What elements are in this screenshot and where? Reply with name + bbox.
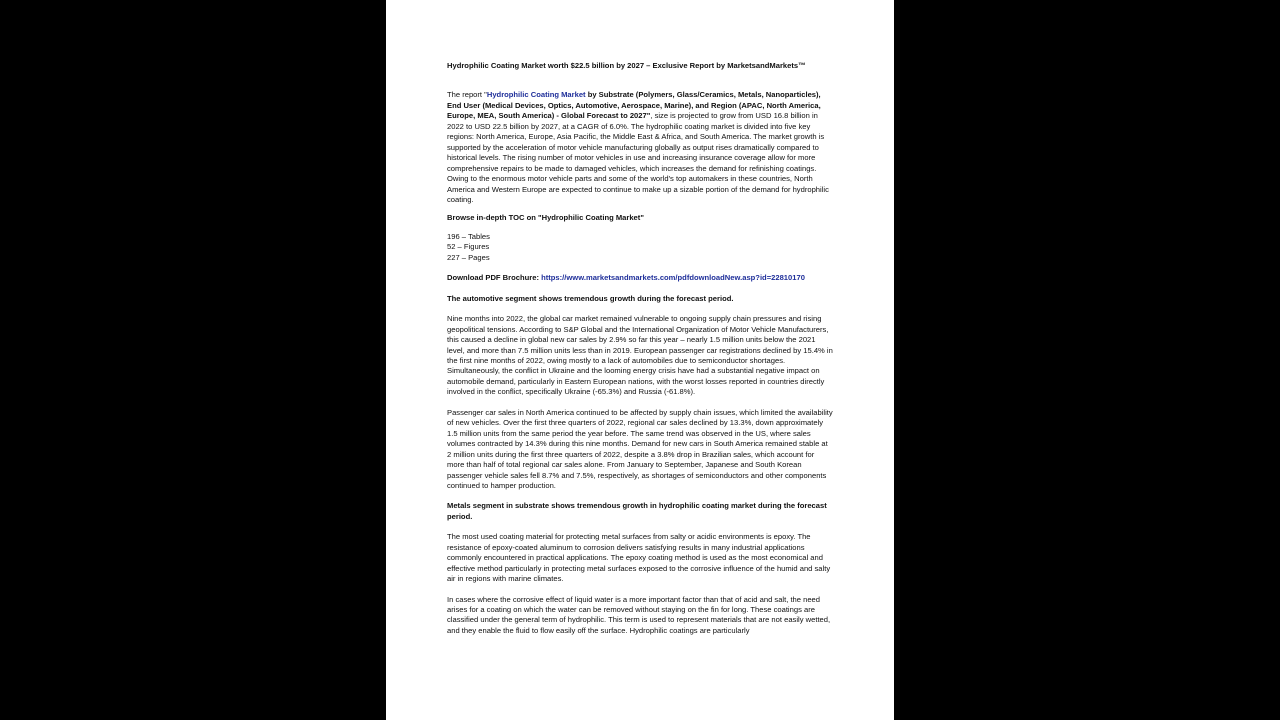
automotive-paragraph-2: Passenger car sales in North America continued to be affected by supply chain issues, which limited the availability of new vehicles. Over the first three quarters of 2022, regional car sales declined by 13.3%, down approximately 1.5 million units from the same period the year before. The same trend was observed in the US, where sales volumes contracted by 14.3% during this nine months. Demand for new cars in South America remained stable at 2 million units during the first three quarters of 2022, despite a 3.8% drop in Brazilian sales, which account for more than half of total regional car sales alone. From January to September, Japanese and South Korean passenger vehicle sales fell 8.7% and 7.5%, respectively, as shortages of semiconductors and other components continued to hamper production.: [447, 407, 833, 490]
brochure-label: Download PDF Brochure:: [447, 273, 542, 283]
document-page: [386, 0, 894, 720]
intro-body: , size is projected to grow from USD 16.8 billion in 2022 to USD 22.5 billion by 2027, at a CAGR of 6.0%. The hydrophilic coating market is divided into five key regions: North America, Europe, Asia Pacific, the Middle East & Africa, and South America. The market growth is supported by the acceleration of motor vehicle manufacturing globally as output rises dramatically compared to historical levels. The rising number of motor vehicles in use and increasing insurance coverage allow for more comprehensive repairs to be made to damaged vehicles, which increases the demand for refinishing coatings. Owing to the enormous motor vehicle parts and some of the world's top automakers in these countries, North America and Western Europe are expected to continue to make up a sizable portion of the demand for hydrophilic coating.: [447, 111, 829, 204]
brochure-line: [447, 273, 833, 283]
metals-paragraph-1: The most used coating material for protecting metal surfaces from salty or acidic environments is epoxy. The resistance of epoxy-coated aluminum to corrosion delivers satisfying results in many industrial applications commonly encountered in practical applications. The epoxy coating method is used as the most economical and effective method particularly in protecting metal surfaces exposed to the corrosive influence of the humid and salty air in regions with marine climates.: [447, 532, 831, 584]
toc-heading: Browse in-depth TOC on "Hydrophilic Coating Market": [447, 213, 644, 223]
report-link[interactable]: Hydrophilic Coating Market: [486, 90, 586, 100]
report-title: by Substrate (Polymers, Glass/Ceramics, Metals, Nanoparticles), End User (Medical Devices, Optics, Automotive, Aerospace, Marine), and Region (APAC, North America, Europe, MEA, South America) - Global Forecast to 2027": [447, 90, 821, 121]
metals-paragraph-2: In cases where the corrosive effect of liquid water is a more important factor than that of acid and salt, the need arises for a coating on which the water can be removed without staying on the fin for long. These coatings are classified under the general term of hydrophilic. This term is used to represent materials that are not easily wetted, and they enable the fluid to flow easily off the surface. Hydrophilic coatings are particularly: [447, 594, 831, 635]
metals-heading: Metals segment in substrate shows tremendous growth in hydrophilic coating market during the forecast period.: [447, 501, 827, 521]
toc-item-pages: 227 – Pages: [447, 252, 490, 262]
document-content: [447, 61, 833, 636]
brochure-link[interactable]: https://www.marketsandmarkets.com/pdfdownloadNew.asp?id=22810170: [541, 273, 805, 283]
intro-paragraph: [447, 90, 833, 205]
automotive-heading: The automotive segment shows tremendous growth during the forecast period.: [447, 293, 734, 303]
document-title: Hydrophilic Coating Market worth $22.5 billion by 2027 – Exclusive Report by MarketsandMarkets™: [447, 61, 806, 70]
intro-prefix: The report ": [447, 90, 487, 100]
automotive-paragraph-1: Nine months into 2022, the global car market remained vulnerable to ongoing supply chain pressures and rising geopolitical tensions. According to S&P Global and the International Organization of Motor Vehicle Manufacturers, this caused a decline in global new car sales by 2.9% so far this year – nearly 1.5 million units below the 2021 level, and more than 7.5 million units less than in 2019. European passenger car registrations declined by 15.4% in the first nine months of 2022, owing mostly to a lack of automobiles due to semiconductor shortages. Simultaneously, the conflict in Ukraine and the looming energy crisis have had a substantial negative impact on automobile demand, particularly in Eastern European nations, with the worst losses reported in countries directly involved in the conflict, specifically Ukraine (-65.3%) and Russia (-61.8%).: [447, 314, 833, 397]
toc-item-tables: 196 – Tables: [447, 231, 490, 241]
toc-item-figures: 52 – Figures: [447, 242, 490, 252]
